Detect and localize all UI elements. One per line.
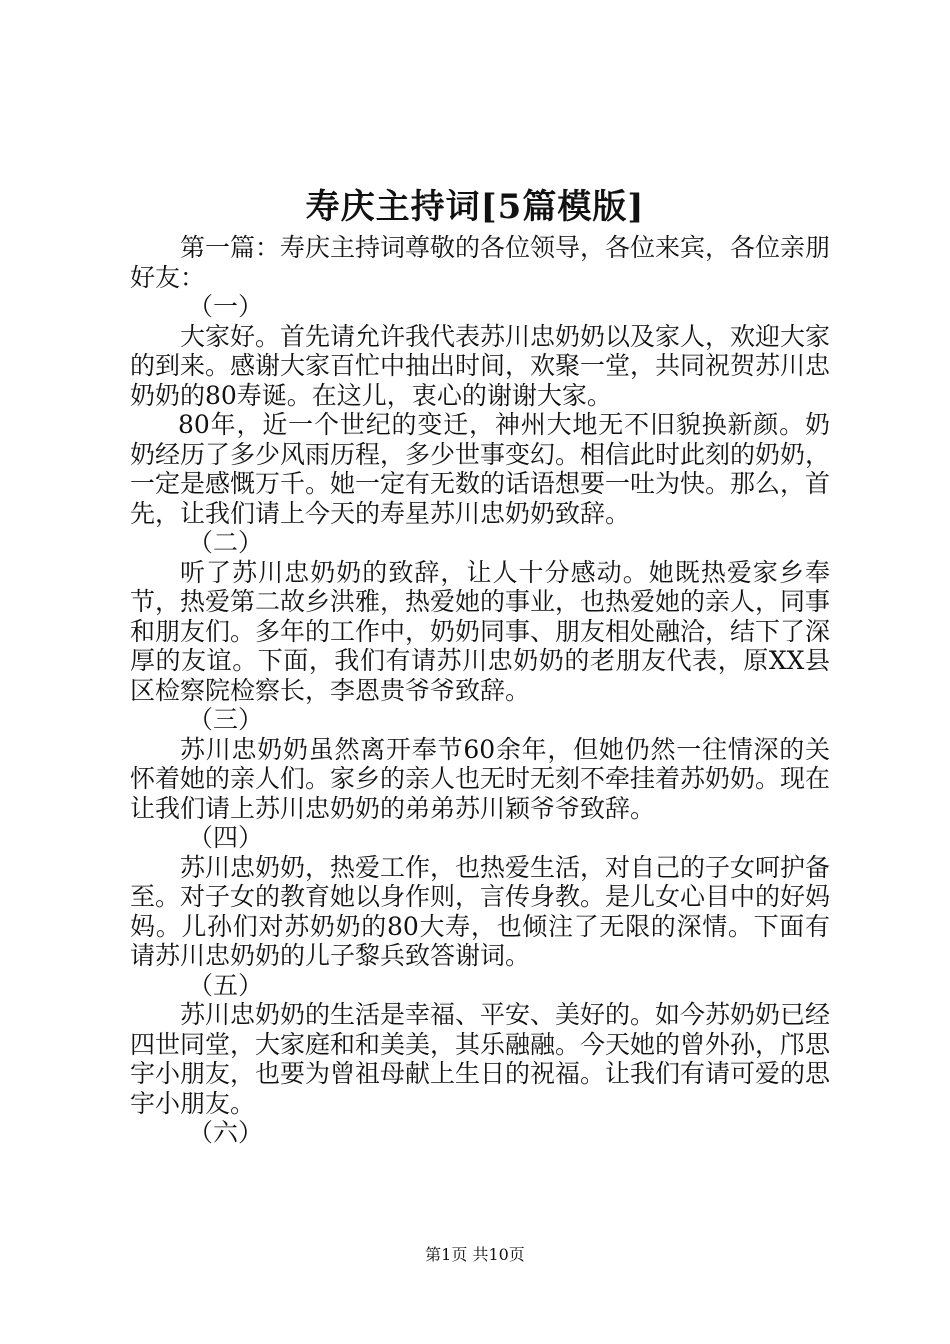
- page-number-footer: 第1页 共10页: [425, 1245, 525, 1264]
- section-heading: （五）: [188, 970, 264, 1000]
- paragraph: 苏川忠奶奶，热爱工作，也热爱生活，对自己的子女呵护备至。对子女的教育她以身作则，言传身教。是儿女心目中的好妈妈。儿孙们对苏奶奶的80大寿，也倾注了无限的深情。下面有请苏川忠奶奶的儿子黎兵致答谢词。: [130, 852, 831, 970]
- section-heading: （二）: [188, 528, 264, 557]
- section-heading: （四）: [188, 823, 264, 852]
- paragraph: 苏川忠奶奶的生活是幸福、平安、美好的。如今苏奶奶已经四世同堂，大家庭和和美美，其乐融融。今天她的曾外孙，邝思宇小朋友，也要为曾祖母献上生日的祝福。让我们有请可爱的思宇小朋友。: [130, 1000, 831, 1118]
- paragraph: 苏川忠奶奶虽然离开奉节60余年，但她仍然一往情深的关怀着她的亲人们。家乡的亲人也无时无刻不牵挂着苏奶奶。现在让我们请上苏川忠奶奶的弟弟苏川颖爷爷致辞。: [130, 734, 831, 823]
- section-heading: （一）: [188, 292, 264, 321]
- document-title: 寿庆主持词[5篇模版]: [305, 187, 645, 227]
- paragraph: 大家好。首先请允许我代表苏川忠奶奶以及家人，欢迎大家的到来。感谢大家百忙中抽出时间，欢聚一堂，共同祝贺苏川忠奶奶的80寿诞。在这儿，衷心的谢谢大家。: [130, 321, 831, 410]
- paragraph: 第一篇：寿庆主持词尊敬的各位领导，各位来宾，各位亲朋好友：: [130, 233, 831, 292]
- section-heading: （三）: [188, 705, 264, 734]
- paragraph: 听了苏川忠奶奶的致辞，让人十分感动。她既热爱家乡奉节，热爱第二故乡洪雅，热爱她的事业，也热爱她的亲人，同事和朋友们。多年的工作中，奶奶同事、朋友相处融洽，结下了深厚的友谊。下面，我们有请苏川忠奶奶的老朋友代表，原XX县区检察院检察长，李恩贵爷爷致辞。: [130, 557, 831, 705]
- paragraph: 80年，近一个世纪的变迁，神州大地无不旧貌换新颜。奶奶经历了多少风雨历程，多少世事变幻。相信此时此刻的奶奶，一定是感慨万千。她一定有无数的话语想要一吐为快。那么，首先，让我们请上今天的寿星苏川忠奶奶致辞。: [130, 410, 831, 528]
- section-heading: （六）: [188, 1118, 264, 1147]
- document-body: [130, 233, 830, 1148]
